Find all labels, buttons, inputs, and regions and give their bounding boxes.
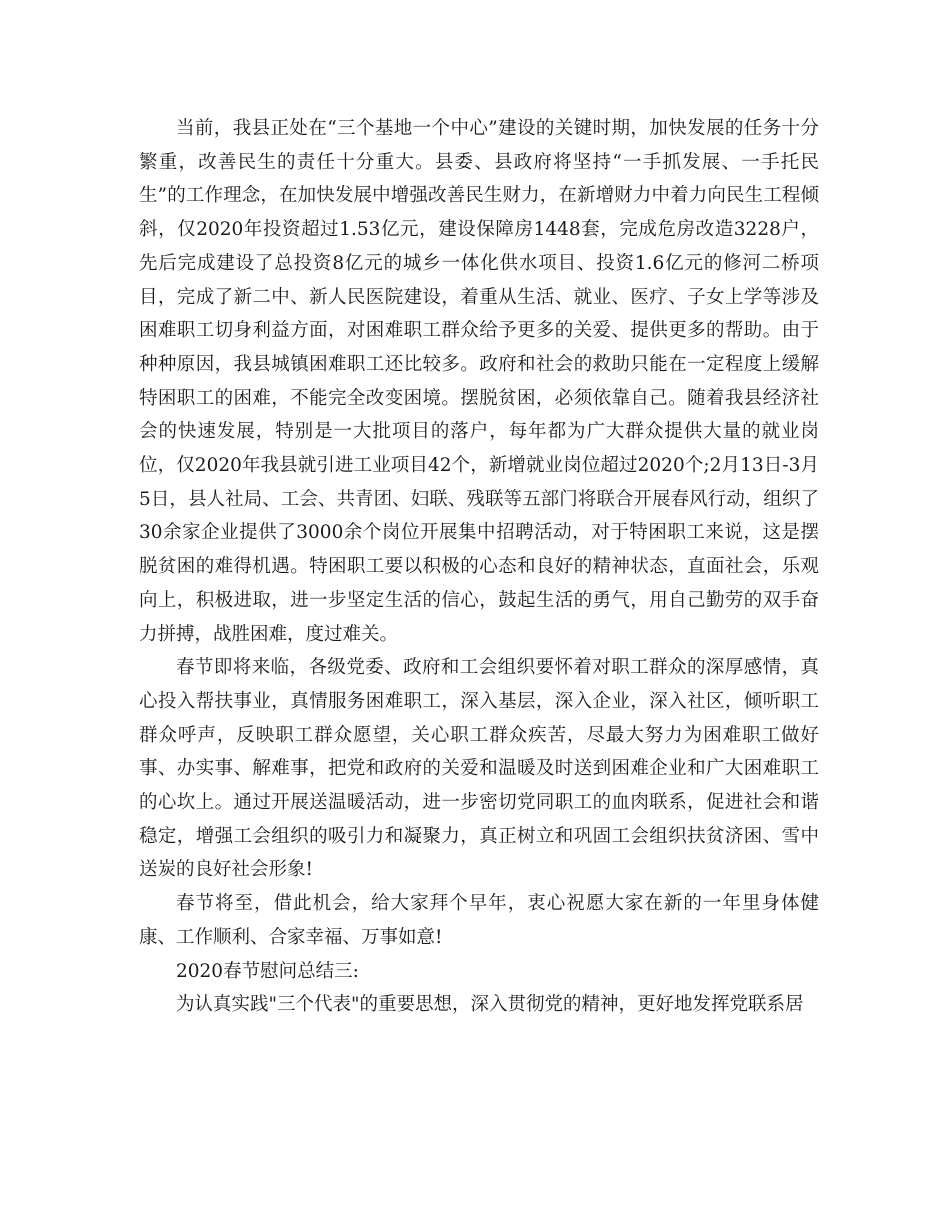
paragraph-new-year-greeting: 春节将至，借此机会，给大家拜个早年，衷心祝愿大家在新的一年里身体健康、工作顺利、合家幸福、万事如意! (139, 893, 819, 948)
paragraph-spring-festival-care: 春节即将来临，各级党委、政府和工会组织要怀着对职工群众的深厚感情，真心投入帮扶事业，真情服务困难职工，深入基层，深入企业，深入社区，倾听职工群众呼声，反映职工群众愿望，关心职工群众疾苦，尽最大努力为困难职工做好事、办实事、解难事，把党和政府的关爱和温暖及时送到困难企业和广大困难职工的心坎上。通过开展送温暖活动，进一步密切党同职工的血肉联系，促进社会和谐稳定，增强工会组织的吸引力和凝聚力，真正树立和巩固工会组织扶贫济困、雪中送炭的良好社会形象! (139, 657, 819, 881)
section-heading-summary-three: 2020春节慰问总结三: (176, 960, 359, 982)
paragraph-three-represents: 为认真实践"三个代表"的重要思想，深入贯彻党的精神，更好地发挥党联系居 (176, 994, 804, 1016)
paragraph-development-livelihood: 当前，我县正处在“三个基地一个中心”建设的关键时期，加快发展的任务十分繁重，改善民生的责任十分重大。县委、县政府将坚持“一手抓发展、一手托民生”的工作理念，在加快发展中增强改善民生财力，在新增财力中着力向民生工程倾斜，仅2020年投资超过1.53亿元，建设保障房1448套，完成危房改造3228户，先后完成建设了总投资8亿元的城乡一体化供水项目、投资1.6亿元的修河二桥项目，完成了新二中、新人民医院建设，着重从生活、就业、医疗、子女上学等涉及困难职工切身利益方面，对困难职工群众给予更多的关爱、提供更多的帮助。由于种种原因，我县城镇困难职工还比较多。政府和社会的救助只能在一定程度上缓解特困职工的困难，不能完全改变困境。摆脱贫困，必须依靠自己。随着我县经济社会的快速发展，特别是一大批项目的落户，每年都为广大群众提供大量的就业岗位，仅2020年我县就引进工业项目42个，新增就业岗位超过2020个;2月13日-3月5日，县人社局、工会、共青团、妇联、残联等五部门将联合开展春风行动，组织了30余家企业提供了3000余个岗位开展集中招聘活动，对于特困职工来说，这是摆脱贫困的难得机遇。特困职工要以积极的心态和良好的精神状态，直面社会，乐观向上，积极进取，进一步坚定生活的信心，鼓起生活的勇气，用自己勤劳的双手奋力拼搏，战胜困难，度过难关。 (139, 118, 819, 645)
document-body (139, 112, 819, 1022)
